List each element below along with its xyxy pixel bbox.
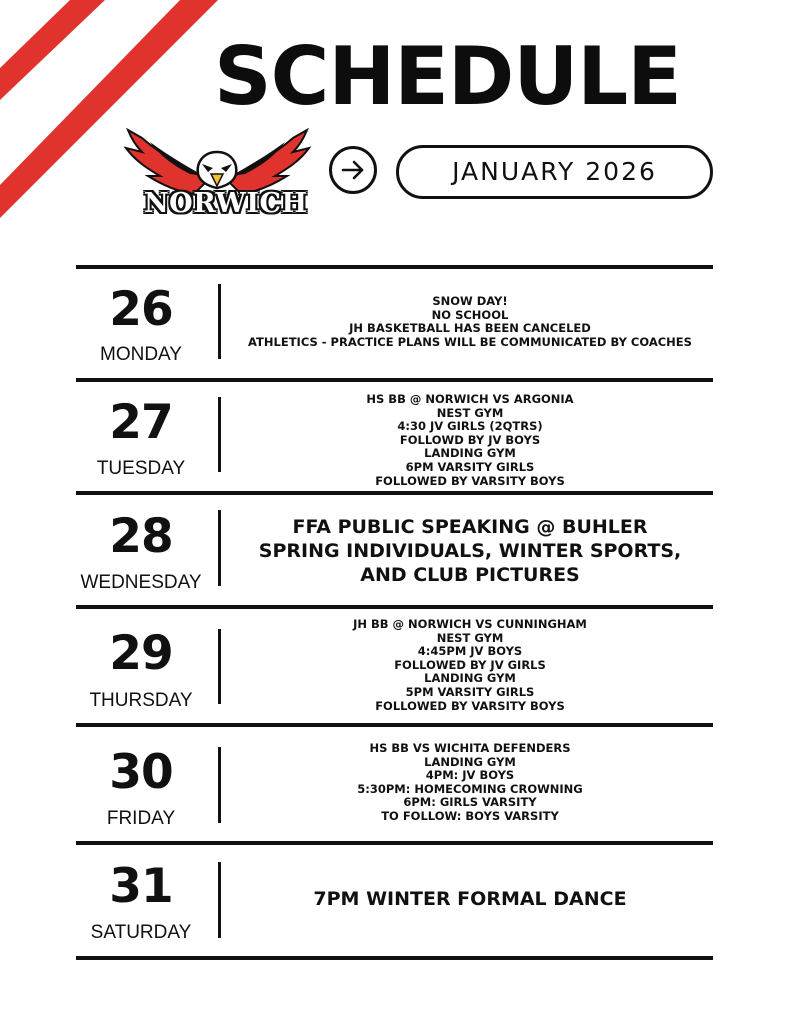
event-line: 5:30PM: HOMECOMING CROWNING xyxy=(357,781,583,796)
day-row-30 xyxy=(76,727,713,841)
day-row-29 xyxy=(76,609,713,723)
event-line: 5PM VARSITY GIRLS xyxy=(405,684,535,699)
day-number: 29 xyxy=(109,626,173,681)
day-separator xyxy=(218,862,221,938)
event-line: SPRING INDIVIDUALS, WINTER SPORTS, xyxy=(258,540,682,562)
event-line: NO SCHOOL xyxy=(431,307,509,322)
event-line: NEST GYM xyxy=(436,405,504,420)
day-weekday: TUESDAY xyxy=(96,458,186,479)
day-events xyxy=(224,618,716,713)
day-number: 26 xyxy=(109,282,173,337)
day-row-31 xyxy=(76,845,713,956)
day-weekday: THURSDAY xyxy=(89,690,193,711)
event-line: ATHLETICS - PRACTICE PLANS WILL BE COMMUNICATED BY COACHES xyxy=(248,334,692,349)
event-line: TO FOLLOW: BOYS VARSITY xyxy=(381,808,559,823)
day-number: 31 xyxy=(109,859,173,914)
event-line: FFA PUBLIC SPEAKING @ BUHLER xyxy=(292,516,648,538)
event-line: JH BB @ NORWICH VS CUNNINGHAM xyxy=(353,617,587,631)
day-events xyxy=(224,742,716,824)
day-row-27 xyxy=(76,382,713,491)
day-number: 30 xyxy=(109,745,173,800)
day-weekday: MONDAY xyxy=(100,344,182,365)
event-line: FOLLOWED BY VARSITY BOYS xyxy=(375,473,565,488)
day-events xyxy=(224,515,716,587)
day-events xyxy=(224,295,716,349)
event-line: FOLLOWED BY JV GIRLS xyxy=(394,657,546,672)
event-line: 7PM WINTER FORMAL DANCE xyxy=(313,888,627,910)
page-title: SCHEDULE xyxy=(214,30,681,123)
day-weekday: WEDNESDAY xyxy=(80,572,202,593)
event-line: HS BB @ NORWICH VS ARGONIA xyxy=(366,392,574,406)
divider xyxy=(76,956,713,960)
day-separator xyxy=(218,284,221,359)
event-line: HS BB VS WICHITA DEFENDERS xyxy=(369,741,571,755)
day-row-28 xyxy=(76,495,713,605)
event-line: 4:30 JV GIRLS (2QTRS) xyxy=(397,419,543,434)
month-label: JANUARY 2026 xyxy=(396,145,713,199)
event-line: AND CLUB PICTURES xyxy=(360,564,580,586)
event-line: LANDING GYM xyxy=(424,671,516,686)
day-number: 27 xyxy=(109,395,173,450)
event-line: 4:45PM JV BOYS xyxy=(417,644,523,659)
event-line: 6PM: GIRLS VARSITY xyxy=(403,795,537,810)
event-line: LANDING GYM xyxy=(424,446,516,461)
event-line: SNOW DAY! xyxy=(432,294,508,308)
event-line: FOLLOWD BY JV BOYS xyxy=(399,432,541,447)
event-line: LANDING GYM xyxy=(424,754,516,769)
day-events xyxy=(224,887,716,911)
arrow-right-icon xyxy=(340,157,366,183)
day-separator xyxy=(218,510,221,586)
day-weekday: FRIDAY xyxy=(106,808,176,829)
event-line: NEST GYM xyxy=(436,630,504,645)
day-row-26 xyxy=(76,269,713,378)
day-separator xyxy=(218,397,221,472)
event-line: FOLLOWED BY VARSITY BOYS xyxy=(375,698,565,713)
day-events xyxy=(224,393,716,488)
event-line: 4PM: JV BOYS xyxy=(425,768,515,783)
logo-wordmark: NORWICH xyxy=(144,188,308,219)
day-separator xyxy=(218,747,221,823)
event-line: 6PM VARSITY GIRLS xyxy=(405,459,535,474)
day-number: 28 xyxy=(109,509,173,564)
day-separator xyxy=(218,629,221,704)
day-weekday: SATURDAY xyxy=(90,922,192,943)
next-month-button[interactable] xyxy=(329,146,377,194)
event-line: JH BASKETBALL HAS BEEN CANCELED xyxy=(349,321,591,336)
